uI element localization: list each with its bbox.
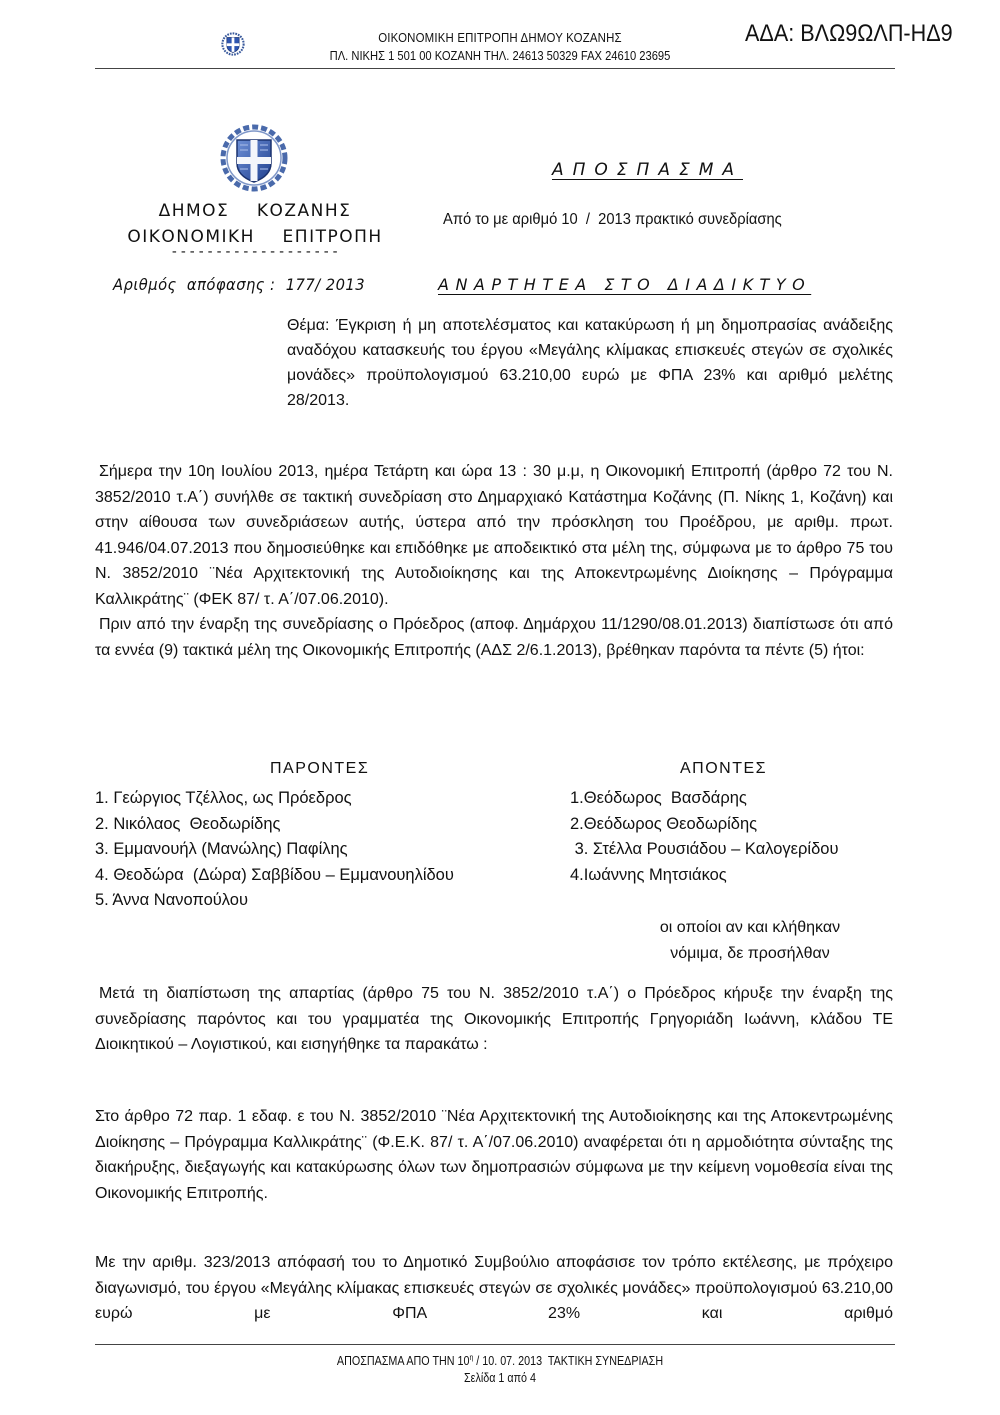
subject-paragraph: Θέμα: Έγκριση ή μη αποτελέσματος και κατακύρωση ή μη δημοπρασίας ανάδειξης αναδόχου κατασκευής του έργου «Μεγάλης κλίμακας επισκευές στεγών σε σχολικές μονάδες» προϋπολογισμού 63.210,00 ευρώ με ΦΠΑ 23% και αριθμό μελέτης 28/2013. xyxy=(287,317,893,409)
page-number: Σελίδα 1 από 4 xyxy=(464,1371,536,1386)
footer-superscript: η xyxy=(469,1353,474,1362)
decision-number: Αριθμός απόφασης : 177/ 2013 xyxy=(113,275,366,294)
present-members-list xyxy=(95,786,454,914)
absent-members-list xyxy=(570,786,838,888)
header-organization: ΟΙΚΟΝΟΜΙΚΗ ΕΠΙΤΡΟΠΗ ΔΗΜΟΥ ΚΟΖΑΝΗΣ xyxy=(378,30,622,45)
list-item: 5. Άννα Νανοπούλου xyxy=(95,891,248,909)
quorum-paragraph: Πριν από την έναρξη της συνεδρίασης ο Πρόεδρος (αποφ. Δημάρχου 11/1290/08.01.2013) διαπίστωσε ότι από τα εννέα (9) τακτικά μέλη της Οικονομικής Επιτροπής (ΑΔΣ 2/6.1.2013), βρέθηκαν παρόντα τα πέντε (5) ήτοι: xyxy=(95,616,893,659)
list-item: 2. Νικόλαος Θεοδωρίδης xyxy=(95,814,281,833)
greek-coat-of-arms-icon xyxy=(221,32,245,56)
municipality-block xyxy=(120,198,390,250)
greek-coat-of-arms-icon xyxy=(219,123,289,193)
list-item: 4. Θεοδώρα (Δώρα) Σαββίδου – Εμμανουηλίδου xyxy=(95,865,454,884)
list-item: 1.Θεόδωρος Βασδάρης xyxy=(570,789,747,807)
header-divider xyxy=(95,68,895,69)
separator-dashes: ------------------- xyxy=(170,244,340,260)
list-item: 1. Γεώργιος Τζέλλος, ως Πρόεδρος xyxy=(95,789,352,807)
list-item: 3. Εμμανουήλ (Μανώλης) Παφίλης xyxy=(95,840,348,858)
ada-code: ΑΔΑ: ΒΛΩ9ΩΛΠ-ΗΔ9 xyxy=(745,20,953,47)
present-heading: ΠΑΡΟΝΤΕΣ xyxy=(270,760,370,777)
absent-heading: ΑΠΟΝΤΕΣ xyxy=(680,760,768,777)
opening-paragraph: Σήμερα την 10η Ιουλίου 2013, ημέρα Τετάρτη και ώρα 13 : 30 μ.μ, η Οικονομική Επιτροπή (άρθρο 72 του Ν. 3852/2010 τ.Α΄) συνήλθε σε τακτική συνεδρίαση στο Δημαρχιακό Κατάστημα Κοζάνης (Π. Νίκης 1, Κοζάνη) και στην αίθουσα των συνεδριάσεων αυτής, ύστερα από την πρόσκληση του Προέδρου, με αριθμ. πρωτ. 41.946/04.07.2013 που δημοσιεύθηκε και επιδόθηκε με αποδεικτικό στα μέλη της, σύμφωνα με το άρθρο 75 του Ν. 3852/2010 ¨Νέα Αρχιτεκτονική της Αυτοδιοίκησης και της Αποκεντρωμένης Διοίκησης – Πρόγραμμα Καλλικράτης¨ (ΦΕΚ 87/ τ. Α΄/07.06.2010). xyxy=(95,463,893,608)
absent-note-line: οι οποίοι αν και κλήθηκαν xyxy=(659,919,841,936)
absent-note xyxy=(590,915,910,967)
list-item: 2.Θεόδωρος Θεοδωρίδης xyxy=(570,814,758,833)
footer-session-line xyxy=(285,1349,715,1370)
absent-note-line: νόμιμα, δε προσήλθαν xyxy=(670,945,830,962)
footer-suffix: / 10. 07. 2013 ΤΑΚΤΙΚΗ ΣΥΝΕΔΡΙΑΣΗ xyxy=(473,1354,664,1369)
header-address: ΠΛ. ΝΙΚΗΣ 1 501 00 ΚΟΖΑΝΗ ΤΗΛ. 24613 50329 FAX 24610 23695 xyxy=(329,48,671,63)
page-footer xyxy=(285,1349,715,1387)
publish-notice: ΑΝΑΡΤΗΤΕΑ ΣΤΟ ΔΙΑΔΙΚΤΥΟ xyxy=(438,275,812,294)
minutes-reference: Από το με αριθμό 10 / 2013 πρακτικό συνεδρίασης xyxy=(443,211,782,228)
opening-section xyxy=(95,459,893,663)
footer-divider xyxy=(95,1344,895,1345)
legal-basis-paragraph: Στο άρθρο 72 παρ. 1 εδαφ. ε του Ν. 3852/2010 ¨Νέα Αρχιτεκτονική της Αυτοδιοίκησης και της Αποκεντρωμένης Διοίκησης – Πρόγραμμα Καλλικράτης¨ (Φ.Ε.Κ. 87/ τ. Α΄/07.06.2010) αναφέρεται ότι η αρμοδιότητα σύνταξης της διακήρυξης, διεξαγωγής και κατακύρωσης όλων των δημοπρασιών σύμφωνα με την κείμενη νομοθεσία είναι της Οικονομικής Επιτροπής. xyxy=(95,1108,893,1202)
document-type-title: ΑΠΟΣΠΑΣΜΑ xyxy=(552,160,743,180)
municipality-name: ΔΗΜΟΣ ΚΟΖΑΝΗΣ xyxy=(158,201,352,221)
footer-prefix: ΑΠΟΣΠΑΣΜΑ ΑΠΟ ΤΗΝ 10 xyxy=(336,1354,470,1369)
committee-name: ΟΙΚΟΝΟΜΙΚΗ ΕΠΙΤΡΟΠΗ xyxy=(127,227,383,247)
council-decision-paragraph: Με την αριθμ. 323/2013 απόφασή του το Δημοτικό Συμβούλιο αποφάσισε τον τρόπο εκτέλεσης, με πρόχειρο διαγωνισμό, του έργου «Μεγάλης κλίμακας επισκευές στεγών σε σχολικές μονάδες» προϋπολογισμού 63.210,00 ευρώ με ΦΠΑ 23% και αριθμό xyxy=(95,1254,893,1322)
after-quorum-paragraph: Μετά τη διαπίστωση της απαρτίας (άρθρο 75 του Ν. 3852/2010 τ.Α΄) ο Πρόεδρος κήρυξε την έναρξη της συνεδρίασης παρόντος και του γραμματέα της Οικονομικής Επιτροπής Γρηγοριάδη Ιωάννη, κλάδου ΤΕ Διοικητικού – Λογιστικού, και εισηγήθηκε τα παρακάτω : xyxy=(95,985,893,1053)
list-item: 4.Ιωάννης Μητσιάκος xyxy=(570,865,727,884)
list-item: 3. Στέλλα Ρουσιάδου – Καλογερίδου xyxy=(570,840,839,858)
